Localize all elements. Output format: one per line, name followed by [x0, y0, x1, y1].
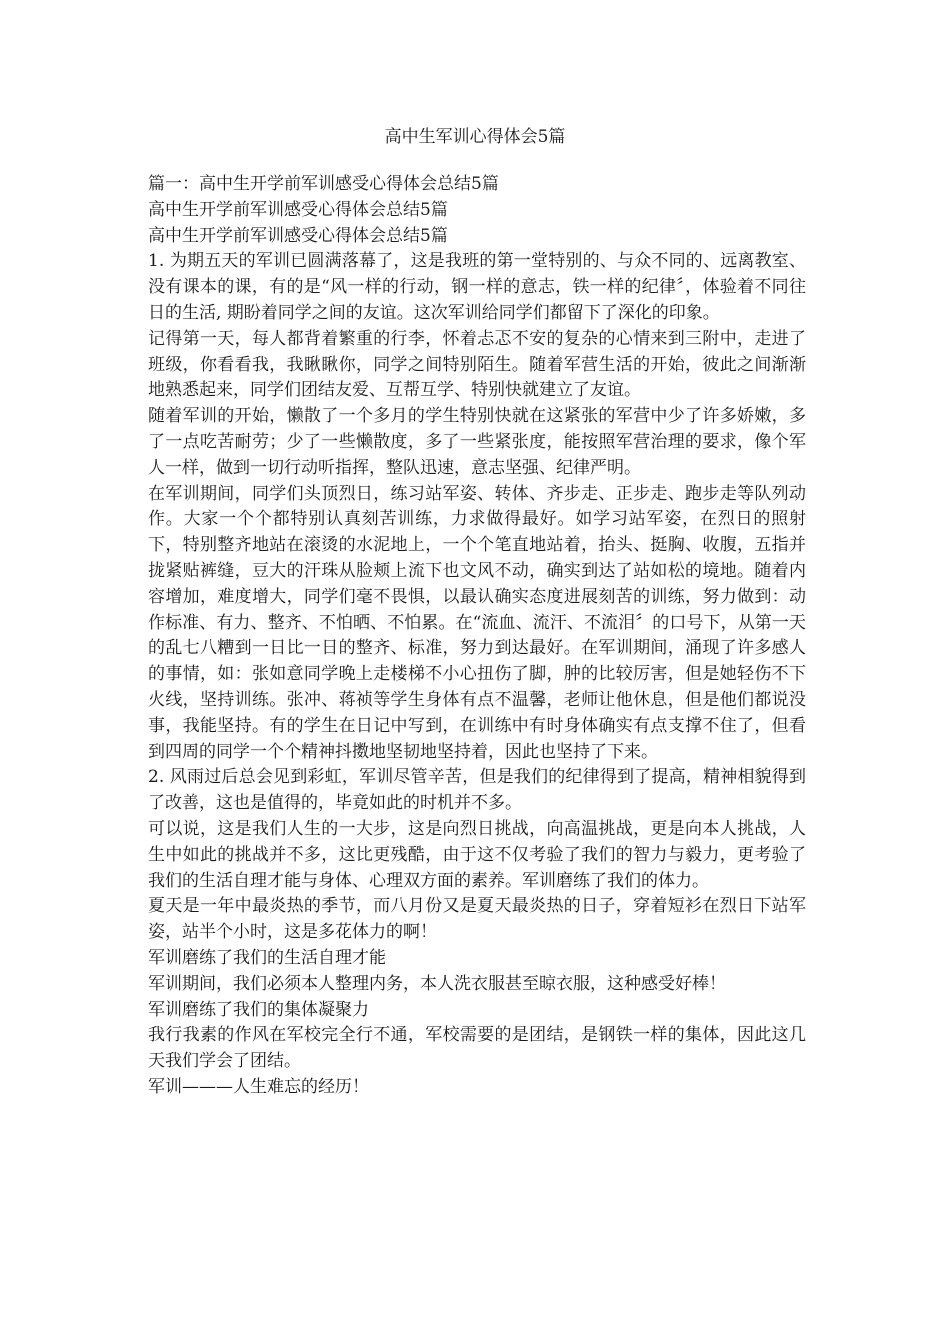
paragraph: 军训期间，我们必须本人整理内务，本人洗衣服甚至晾衣服，这种感受好棒！ [148, 973, 726, 994]
paragraph-heading: 篇一：高中生开学前军训感受心得体会总结5篇 [148, 174, 499, 194]
paragraph: 在军训期间，同学们头顶烈日，练习站军姿、转体、齐步走、正步走、跑步走等队列动作。大家一个个都特别认真刻苦训练，力求做得最好。如学习站军姿，在烈日的照射下，特别整齐地站在滚烫的水泥地上，一个个笔直地站着，抬头、挺胸、收腹，五指并拢紧贴裤缝，豆大的汗珠从脸颊上流下也文风不动，确实到达了站如松的境地。随着内容增加，难度增大，同学们毫不畏惧，以最认确实态度进展刻苦的训练，努力做到：动作标准、有力、整齐、不怕晒、不怕累。在“流血、流汗、不流泪〞的口号下，从第一天的乱七八糟到一日比一日的整齐、标准，努力到达最好。在军训期间，涌现了许多感人的事情，如：张如意同学晚上走楼梯不小心扭伤了脚，肿的比较厉害，但是她轻伤不下火线，坚持训练。张冲、蒋祯等学生身体有点不温馨，老师让他休息，但是他们都说没事，我能坚持。有的学生在日记中写到，在训练中有时身体确实有点支撑不住了，但看到四周的同学一个个精神抖擞地坚韧地坚持着，因此也坚持了下来。 [148, 483, 806, 762]
paragraph-subheading: 军训磨练了我们的集体凝聚力 [148, 999, 369, 1020]
paragraph-subheading: 军训磨练了我们的生活自理才能 [148, 947, 386, 968]
paragraph: 1. 为期五天的军训已圆满落幕了，这是我班的第一堂特别的、与众不同的、远离教室、没有课本的课，有的是“风一样的行动，钢一样的意志，铁一样的纪律〞，体验着不同往日的生活, 期盼着同学之间的友谊。这次军训给同学们都留下了深化的印象。 [148, 251, 806, 323]
paragraph-closing: 军训———人生难忘的经历！ [148, 1076, 369, 1097]
document-body [148, 172, 806, 1101]
paragraph: 2. 风雨过后总会见到彩虹，军训尽管辛苦，但是我们的纪律得到了提高，精神相貌得到了改善，这也是值得的，毕竟如此的时机并不多。 [148, 767, 806, 814]
paragraph: 可以说，这是我们人生的一大步，这是向烈日挑战，向高温挑战，更是向本人挑战，人生中如此的挑战并不多，这比更残酷，由于这不仅考验了我们的智力与毅力，更考验了我们的生活自理才能与身体、心理双方面的素养。军训磨练了我们的体力。 [148, 818, 806, 891]
document-title: 高中生军训心得体会5篇 [384, 127, 566, 147]
paragraph-subtitle: 高中生开学前军训感受心得体会总结5篇 [148, 199, 448, 220]
paragraph: 随着军训的开始，懒散了一个多月的学生特别快就在这紧张的军营中少了许多娇嫩，多了一点吃苦耐劳；少了一些懒散度，多了一些紧张度，能按照军营治理的要求，像个军人一样，做到一切行动听指挥，整队迅速，意志坚强、纪律严明。 [148, 406, 806, 478]
paragraph: 夏天是一年中最炎热的季节，而八月份又是夏天最炎热的日子，穿着短衫在烈日下站军姿，站半个小时，这是多花体力的啊！ [148, 896, 806, 943]
paragraph: 我行我素的作风在军校完全行不通，军校需要的是团结，是钢铁一样的集体，因此这几天我们学会了团结。 [148, 1025, 806, 1072]
paragraph: 记得第一天，每人都背着繁重的行李，怀着忐忑不安的复杂的心情来到三附中，走进了班级，你看看我，我瞅瞅你，同学之间特别陌生。随着军营生活的开始，彼此之间渐渐地熟悉起来，同学们团结友爱、互帮互学、特别快就建立了友谊。 [148, 328, 806, 401]
paragraph-subtitle: 高中生开学前军训感受心得体会总结5篇 [148, 225, 448, 246]
